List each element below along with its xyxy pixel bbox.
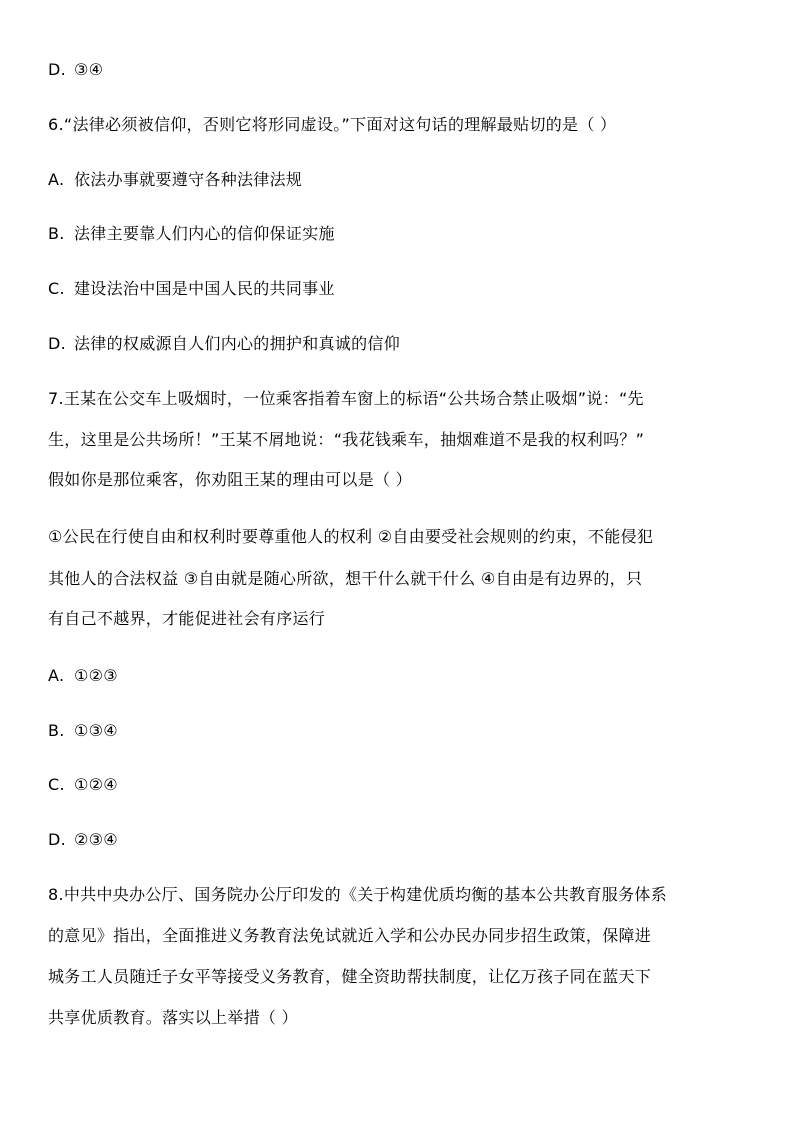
q7-option-a[interactable]: [48, 664, 758, 688]
option-key: A.: [48, 170, 65, 189]
option-text: 法律的权威源自人们内心的拥护和真诚的信仰: [74, 334, 401, 353]
q7-option-c[interactable]: [48, 773, 758, 797]
option-text: 法律主要靠人们内心的信仰保证实施: [74, 224, 335, 243]
option-key: B.: [48, 224, 65, 243]
option-key: C.: [48, 279, 65, 298]
q8-stem-line-2: 的意见》指出，全面推进义务教育法免试就近入学和公办民办同步招生政策，保障进: [48, 926, 652, 945]
q6-option-d[interactable]: [48, 332, 758, 356]
q6-option-a[interactable]: [48, 168, 758, 192]
q7-statements-line-2: 其他人的合法权益 ③自由就是随心所欲，想干什么就干什么 ④自由是有边界的，只: [48, 569, 643, 588]
q8-stem-line-1: 8.中共中央办公厅、国务院办公厅印发的《关于构建优质均衡的基本公共教育服务体系: [48, 885, 667, 904]
option-key: D.: [48, 830, 67, 849]
q8-stem-line-4: 共享优质教育。落实以上举措（ ）: [48, 1008, 298, 1027]
option-key: D.: [48, 334, 67, 353]
q8-stem-line-3: 城务工人员随迁子女平等接受义务教育，健全资助帮扶制度，让亿万孩子同在蓝天下: [48, 967, 652, 986]
q7-statements-line-3: 有自己不越界，才能促进社会有序运行: [48, 609, 326, 628]
q7-stem-line-3: 假如你是那位乘客，你劝阻王某的理由可以是（ ）: [48, 470, 412, 489]
q6-stem: 6.“法律必须被信仰，否则它将形同虚设。”下面对这句话的理解最贴切的是（ ）: [48, 115, 617, 134]
option-key: A.: [48, 666, 65, 685]
option-text: ①③④: [74, 721, 118, 740]
q7-statements-line-1: ①公民在行使自由和权利时要尊重他人的权利 ②自由要受社会规则的约束，不能侵犯: [48, 527, 654, 546]
option-text: ①②④: [74, 775, 118, 794]
option-key: B.: [48, 721, 65, 740]
q7-stem-line-2: 生，这里是公共场所！”王某不屑地说：“我花钱乘车，抽烟难道不是我的权利吗？”: [48, 430, 645, 449]
option-key: D.: [48, 60, 67, 79]
q6-option-b[interactable]: [48, 222, 758, 246]
option-text: 依法办事就要遵守各种法律法规: [74, 170, 303, 189]
option-text: ②③④: [74, 830, 118, 849]
option-text: ①②③: [74, 666, 118, 685]
option-key: C.: [48, 775, 65, 794]
q5-option-d[interactable]: [48, 58, 758, 82]
q7-option-b[interactable]: [48, 719, 758, 743]
q6-option-c[interactable]: [48, 277, 758, 301]
option-text: 建设法治中国是中国人民的共同事业: [74, 279, 335, 298]
q7-option-d[interactable]: [48, 828, 758, 852]
q7-stem-line-1: 7.王某在公交车上吸烟时，一位乘客指着车窗上的标语“公共场合禁止吸烟”说：“先: [48, 389, 644, 408]
option-text: ③④: [74, 60, 104, 79]
